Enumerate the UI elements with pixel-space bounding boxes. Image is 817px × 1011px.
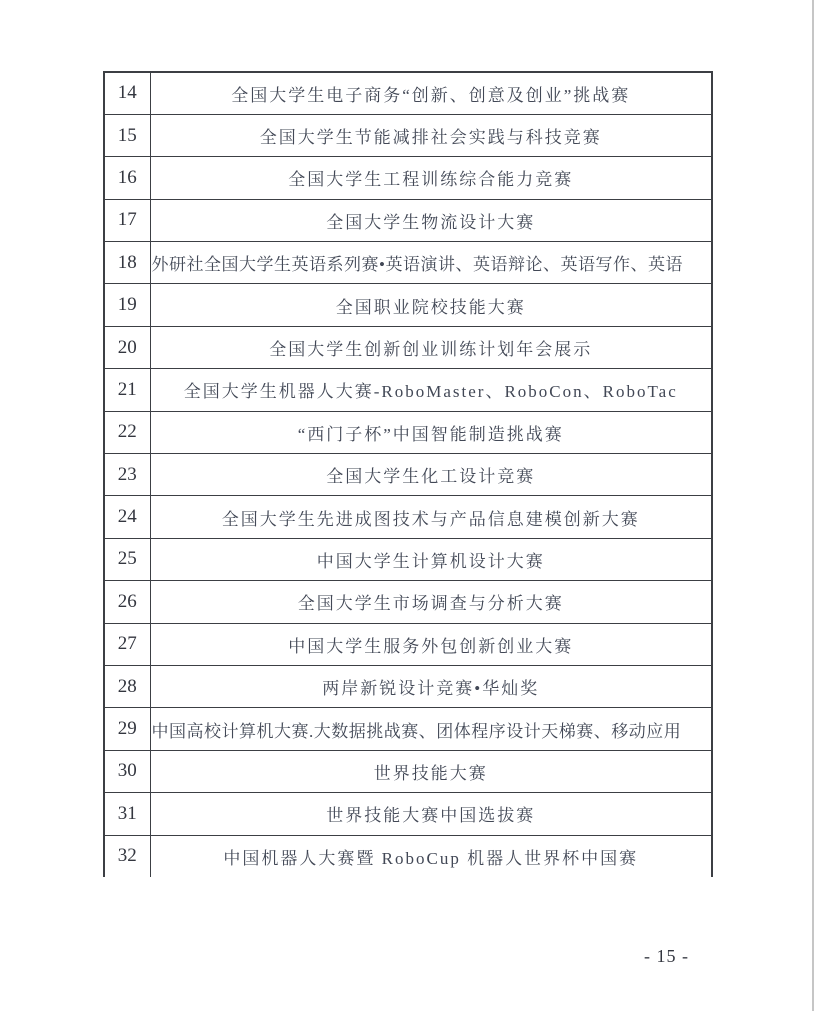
table-row <box>104 242 712 284</box>
table-row <box>104 411 712 453</box>
competition-name: 全国大学生先进成图技术与产品信息建模创新大赛 <box>150 496 712 538</box>
table-row <box>104 623 712 665</box>
row-number: 14 <box>104 72 150 114</box>
row-number: 29 <box>104 708 150 750</box>
table-row <box>104 114 712 156</box>
page-number: - 15 - <box>644 946 689 966</box>
row-number: 23 <box>104 454 150 496</box>
row-number: 26 <box>104 581 150 623</box>
table-row <box>104 157 712 199</box>
table-row <box>104 326 712 368</box>
scan-edge-line <box>812 0 814 1011</box>
table-row <box>104 750 712 792</box>
table-row <box>104 793 712 835</box>
table-row <box>104 72 712 114</box>
row-number: 31 <box>104 793 150 835</box>
row-number: 25 <box>104 538 150 580</box>
competition-name: 世界技能大赛中国选拔赛 <box>150 793 712 835</box>
competition-name: 全国大学生电子商务“创新、创意及创业”挑战赛 <box>150 72 712 114</box>
competition-name: 全国大学生化工设计竞赛 <box>150 454 712 496</box>
row-number: 27 <box>104 623 150 665</box>
competition-name: 外研社全国大学生英语系列赛•英语演讲、英语辩论、英语写作、英语 <box>150 242 712 284</box>
competition-name: 全国大学生创新创业训练计划年会展示 <box>150 326 712 368</box>
table-row <box>104 199 712 241</box>
competition-name: 两岸新锐设计竞赛•华灿奖 <box>150 665 712 707</box>
row-number: 20 <box>104 326 150 368</box>
table-row <box>104 708 712 750</box>
competition-name: 全国大学生节能减排社会实践与科技竞赛 <box>150 114 712 156</box>
row-number: 32 <box>104 835 150 877</box>
table-row <box>104 496 712 538</box>
competition-name: 全国职业院校技能大赛 <box>150 284 712 326</box>
row-number: 16 <box>104 157 150 199</box>
row-number: 30 <box>104 750 150 792</box>
competition-name: 中国机器人大赛暨 RoboCup 机器人世界杯中国赛 <box>150 835 712 877</box>
row-number: 19 <box>104 284 150 326</box>
competition-name: 全国大学生物流设计大赛 <box>150 199 712 241</box>
competition-name: 全国大学生市场调查与分析大赛 <box>150 581 712 623</box>
competition-name: “西门子杯”中国智能制造挑战赛 <box>150 411 712 453</box>
row-number: 15 <box>104 114 150 156</box>
competition-name: 中国高校计算机大赛.大数据挑战赛、团体程序设计天梯赛、移动应用 <box>150 708 712 750</box>
row-number: 18 <box>104 242 150 284</box>
competitions-table <box>103 71 713 877</box>
row-number: 21 <box>104 369 150 411</box>
competitions-table-body <box>104 72 712 877</box>
row-number: 24 <box>104 496 150 538</box>
table-row <box>104 835 712 877</box>
table-row <box>104 538 712 580</box>
table-row <box>104 665 712 707</box>
table-row <box>104 454 712 496</box>
competition-name: 中国大学生计算机设计大赛 <box>150 538 712 580</box>
table-row <box>104 581 712 623</box>
table-row <box>104 369 712 411</box>
table-row <box>104 284 712 326</box>
competition-name: 中国大学生服务外包创新创业大赛 <box>150 623 712 665</box>
competition-name: 全国大学生工程训练综合能力竞赛 <box>150 157 712 199</box>
competition-name: 世界技能大赛 <box>150 750 712 792</box>
competition-name: 全国大学生机器人大赛-RoboMaster、RoboCon、RoboTac <box>150 369 712 411</box>
row-number: 22 <box>104 411 150 453</box>
row-number: 28 <box>104 665 150 707</box>
row-number: 17 <box>104 199 150 241</box>
